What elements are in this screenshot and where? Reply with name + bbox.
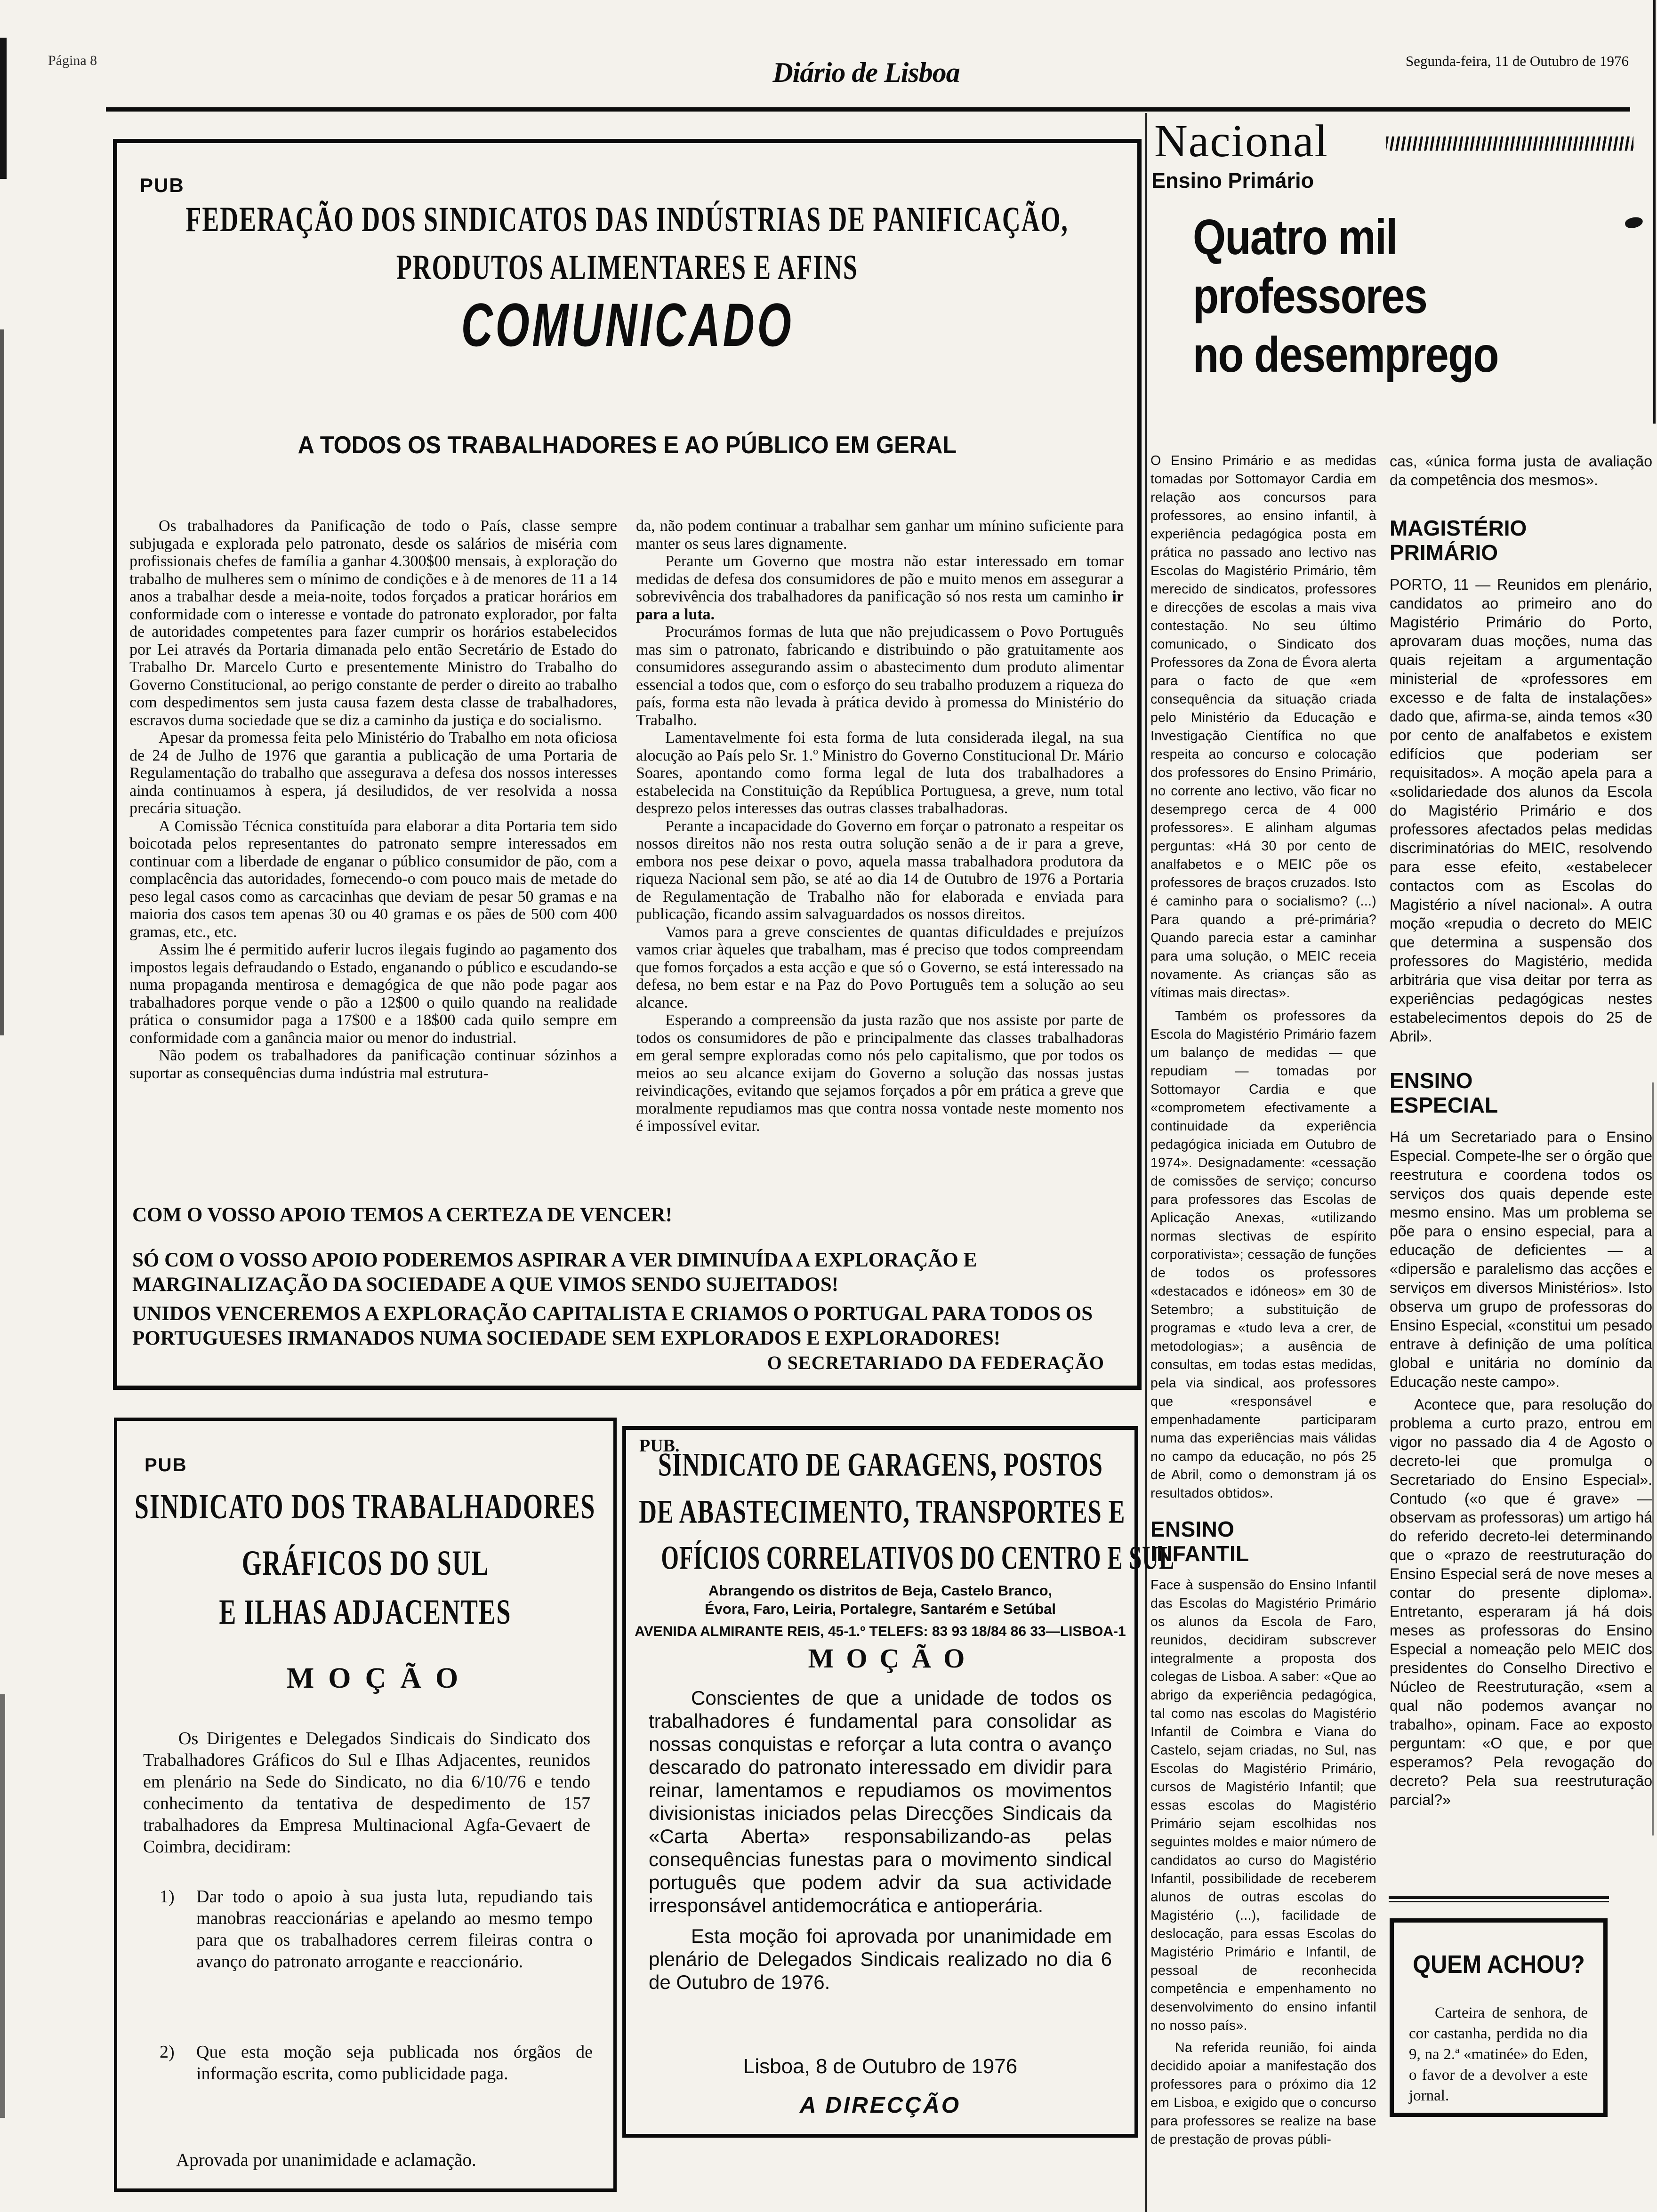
quem-achou-box — [1390, 1918, 1608, 2117]
bold-phrase: ir para a luta. — [636, 588, 1124, 623]
ad-title-line2: GRÁFICOS DO SUL — [241, 1543, 489, 1583]
mocao-item-2: 2) Que esta moção seja publicada nos órgãos de informação escrita, como publicidade paga. — [160, 2042, 593, 2084]
article-headline — [1193, 208, 1498, 385]
ad-signature: A DIRECÇÃO — [799, 2093, 961, 2118]
subhead-magisterio-primario: MAGISTÉRIO PRIMÁRIO — [1390, 516, 1527, 565]
article-kicker: Ensino Primário — [1151, 168, 1314, 192]
ad-body-column-1 — [129, 517, 617, 1200]
subhead-ensino-infantil: ENSINO INFANTIL — [1150, 1517, 1249, 1566]
paragraph: Perante um Governo que mostra não estar interessado em tomar medidas de defesa dos consumidores de pão e muito menos em assegurar a sobrevivência dos trabalhadores da panificação só nos resta um caminho ir para a luta. — [636, 553, 1124, 623]
paragraph: Conscientes de que a unidade de todos os trabalhadores é fundamental para consolidar as nossas conquistas e reforçar a luta contra o avanço descarado do patronato interessado em dividir para reinar, lamentamos e repudiamos os movimentos divisionistas iniciados pelas Direcções Sindicais da «Carta Aberta» responsabilizando-as pelas consequências funestas para o movimento sindical português que podem advir da sua actividade irresponsável antidemocrática e antioperária. — [649, 1687, 1112, 1916]
section-hatch-bar — [1386, 136, 1633, 151]
ad-subheading: A TODOS OS TRABALHADORES E AO PÚBLICO EM GERAL — [298, 432, 957, 459]
ink-blot — [1624, 216, 1644, 230]
ad-title-line2: DE ABASTECIMENTO, TRANSPORTES E — [639, 1492, 1126, 1531]
pub-label: PUB — [145, 1455, 187, 1475]
headline-line: Quatro mil — [1193, 209, 1397, 265]
ad-title-line2: PRODUTOS ALIMENTARES E AFINS — [396, 247, 858, 287]
ad-signature: O SECRETARIADO DA FEDERAÇÃO — [767, 1352, 1104, 1373]
paragraph: Face à suspensão do Ensino Infantil das Escolas do Magistério Primário os alunos da Escola de Faro, reunidos, decidiram subscrever integralmente a proposta dos colegas de Lisboa. A saber: «Que ao abrigo da experiência pedagógica, tal como nas escolas do Magistério Infantil de Coimbra e Viana do Castelo, sejam criadas, no Sul, nas Escolas do Magistério Primário, cursos de Magistério Infantil; que essas escolas do Magistério Primário sejam escolhidas nos seguintes moldes e maior número de candidatos ao curso do Magistério Infantil, possibilidade de receberem alunos de outras escolas do Magistério (...), facilidade de deslocação, para essas Escolas do Magistério Primário e Infantil, de pessoal de reconhecida competência e empenhamento no desenvolvimento do ensino infantil no nosso país». — [1150, 1578, 1376, 2033]
paragraph: Assim lhe é permitido auferir lucros ilegais fugindo ao pagamento dos impostos legais defraudando o Estado, enganando o público e escudando-se numa propaganda mentirosa e demagógica de que não pode pagar aos trabalhadores porque vende o pão a 12$00 o quilo quando na realidade prática o consumidor paga a 17$00 e a 18$00 cada quilo sempre em conformidade com a ganância maior ou menor do industrial. — [129, 941, 617, 1047]
ad-garagens-centro-sul — [622, 1426, 1175, 2138]
date-label: Segunda-feira, 11 de Outubro de 1976 — [1405, 53, 1629, 69]
mocao-heading: MOÇÃO — [286, 1662, 473, 1694]
paragraph: Esta moção foi aprovada por unanimidade em plenário de Delegados Sindicais realizado no dia 6 de Outubro de 1976. — [649, 1925, 1112, 1993]
ad-title-line1: FEDERAÇÃO DOS SINDICATOS DAS INDÚSTRIAS DE PANIFICAÇÃO, — [185, 199, 1069, 239]
paragraph: cas, «única forma justa de avaliação da competência dos mesmos». — [1390, 453, 1652, 489]
headline-line: professores — [1193, 268, 1427, 324]
paragraph: Procurámos formas de luta que não prejudicassem o Povo Português mas sim o patronato, fabricando e distribuindo o pão gratuitamente aos consumidores assegurando assim o abastecimento dum produto alimentar essencial a todos que, com o esforço do seu trabalho produzem a riqueza do país, forma esta não levada à prática devido à promessa do Ministério do Trabalho. — [636, 623, 1124, 729]
mocao-item-1: 1) Dar todo o apoio à sua justa luta, repudiando tais manobras reaccionárias e apelando ao mesmo tempo para que os trabalhadores cerrem fileiras contra o avanço do patronato arrogante e reaccionário. — [160, 1887, 593, 1972]
slogan-1: COM O VOSSO APOIO TEMOS A CERTEZA DE VENCER! — [132, 1204, 672, 1226]
paragraph: Perante a incapacidade do Governo em forçar o patronato a respeitar os nossos direitos não nos resta outra solução senão a de ir para a greve, embora nos pese deixar o povo, aquela massa trabalhadora produtora da riqueza Nacional sem pão, se até ao dia 14 de Outubro de 1976 a Portaria de Regulamentação de Trabalho não for elaborada e enviada para publicação, ficando assim salvaguardados os nossos direitos. — [636, 817, 1124, 923]
mocao-body — [649, 1686, 1112, 1994]
ad-title-line3: OFÍCIOS CORRELATIVOS DO CENTRO E SUL — [661, 1539, 1175, 1577]
ad-federacao-panificacao — [113, 139, 1142, 1390]
paragraph: Lamentavelmente foi esta forma de luta considerada ilegal, na sua alocução ao País pelo Sr. 1.º Ministro do Governo Constitucional Dr. Mário Soares, apontando como forma legal de luta dos trabalhadores a estabelecida na Constituição da República Portuguesa, a greve, num total desprezo pelos interesses das outras classes trabalhadoras. — [636, 729, 1124, 817]
scan-artifact — [0, 1694, 5, 2118]
headline-line: no desemprego — [1193, 327, 1498, 383]
paragraph: PORTO, 11 — Reunidos em plenário, candidatos ao primeiro ano do Magistério Primário do Porto, aprovaram duas moções, numa das quais rejeitam a argumentação ministerial de «professores em excesso e de falta de instalações» dado que, afirma-se, ainda temos «30 por cento de analfabetos e existem edifícios que poderiam ser requisitados». A moção apela para a «solidariedade dos alunos da Escola do Magistério Primário e dos professores afectados pelas medidas discriminatórias do MEIC, resolvendo para esse efeito, «estabelecer contactos com as Escolas do Magistério a nível nacional». A outra moção «repudia o decreto do MEIC que determina a suspensão dos professores do Magistério, medida arbitrária que visa deitar por terra as experiências pedagógicas nestes estabelecimentos depois do 25 de Abril». — [1390, 576, 1652, 1045]
mocao-closing: Aprovada por unanimidade e aclamação. — [176, 2150, 476, 2170]
header-rule — [106, 107, 1630, 112]
ad-body-columns — [129, 517, 1124, 1200]
paragraph: Também os professores da Escola do Magistério Primário fazem um balanço de medidas — que repudiam — tomadas por Sottomayor Cardia e que «comprometem efectivamente a continuidade da experiência pedagógica iniciada em Outubro de 1974». Designadamente: «cessação de comissões de serviço; concurso para professores das Escolas de Aplicação Anexas, «utilizando normas slectivas de espírito corporativista»; cessação de funções de todos os professores «destacados e idóneos» em 30 de Setembro; a substituição de programas e «tudo leva a crer, de metodologias»; a ausência de consultas, em todas estas medidas, pela via sindical, aos professores que «responsável e empenhadamente participaram numa das experiências mais válidas no campo da educação, no pós 25 de Abril, como o demonstram já os resultados obtidos». — [1150, 1009, 1376, 1501]
pub-label: PUB — [140, 174, 185, 196]
ad-body-column-2 — [636, 517, 1124, 1200]
ad-coverage: Abrangendo os distritos de Beja, Castelo Branco, Évora, Faro, Leiria, Portalegre, Santarém e Setúbal — [705, 1582, 1056, 1617]
paragraph: A Comissão Técnica constituída para elaborar a dita Portaria tem sido boicotada pelos representantes do patronato sempre interessados em continuar com a liberdade de enganar o público consumidor de pão, com a complacência das autoridades, fornecendo-o com pouco mais de metade do peso legal casos como as carcacinhas que deviam de pesar 50 gramas e na maioria dos casos tem apenas 30 ou 40 gramas e os pães de 500 com 400 gramas, etc., etc. — [129, 817, 617, 941]
ad-graficos-sul — [114, 1418, 617, 2192]
ad-title-line1: SINDICATO DOS TRABALHADORES — [135, 1486, 596, 1526]
ad-heading: COMUNICADO — [461, 291, 794, 360]
scan-artifact — [0, 329, 4, 1035]
ad-address: AVENIDA ALMIRANTE REIS, 45-1.º TELEFS: 83 93 18/84 86 33—LISBOA-1 — [635, 1624, 1126, 1639]
paragraph: Apesar da promessa feita pelo Ministério do Trabalho em nota oficiosa de 24 de Julho de 1976 que garantia a publicação de uma Portaria de Regulamentação do trabalho que assegurava a defesa dos nossos interesses ainda continuamos à espera, já desiludidos, de ver resolvida a nossa precária situação. — [129, 729, 617, 817]
paragraph: da, não podem continuar a trabalhar sem ganhar um mínino suficiente para manter os seus lares dignamente. — [636, 517, 1124, 553]
article-column-left — [1150, 452, 1376, 2198]
quem-achou-body: Carteira de senhora, de cor castanha, perdida no dia 9, na 2.ª «matinée» do Eden, o favor de a devolver a este jornal. — [1409, 2004, 1588, 2104]
scan-artifact — [1653, 0, 1656, 424]
page-number-label: Página 8 — [48, 53, 97, 68]
pub-label: PUB. — [639, 1436, 680, 1456]
place-date: Lisboa, 8 de Outubro de 1976 — [743, 2055, 1018, 2078]
mocao-heading: MOÇÃO — [808, 1643, 977, 1674]
quem-achou-title: QUEM ACHOU? — [1412, 1950, 1585, 1979]
subhead-ensino-especial: ENSINO ESPECIAL — [1390, 1068, 1498, 1117]
scan-artifact — [0, 38, 7, 179]
paragraph: Esperando a compreensão da justa razão que nos assiste por parte de todos os consumidores de pão e principalmente das classes trabalhadoras em geral sempre exploradas como nós pelo capitalismo, que por todos os meios ao seu alcance exijam do Governo a solução das nossas justas reivindicações, evitando que sejamos forçados a pôr em prática a greve que moralmente repudiamos mas que contra nossa vontade neste momento nos é impossível evitar. — [636, 1011, 1124, 1135]
paragraph: Na referida reunião, foi ainda decidido apoiar a manifestação dos professores para o próximo dia 12 em Lisboa, e exigido que o concurso para professores se realize na base de prestação de provas públi- — [1150, 2040, 1376, 2147]
paragraph: O Ensino Primário e as medidas tomadas por Sottomayor Cardia em relação aos concursos para professores, ao ensino infantil, à experiência pedagógica posta em prática no passado ano lectivo nas Escolas do Magistério Primário, têm merecido de sindicatos, professores e direcções de escolas a mais viva contestação. No seu último comunicado, o Sindicato dos Professores da Zona de Évora alerta para o facto de que «em consequência da situação criada pelo Ministério da Educação e Investigação Científica no que respeita ao concurso e colocação dos professores do Ensino Primário, no corrente ano lectivo, vão ficar no desemprego cerca de 4 000 professores». E alinham algumas perguntas: «Há 30 por cento de analfabetos e o MEIC põe os professores de braços cruzados. Isto é caminho para o socialismo? (...) Para quando a pré-primária? Quando parecia estar a caminhar para uma solução, o MEIC receia novamente. As crianças são as vítimas mais directas». — [1150, 453, 1376, 1001]
section-title: Nacional — [1154, 116, 1328, 167]
masthead: Diário de Lisboa — [772, 57, 960, 88]
paragraph: Acontece que, para resolução do problema a curto prazo, entrou em vigor no passado dia 4 de Agosto o decreto-lei que promulga o Secretariado do Ensino Especial». Contudo («o que é grave» — observam as professoras) um artigo há do referido decreto-lei determinando que o «prazo de reestruturação do Ensino Especial será de nove meses a contar do presente diploma». Entretanto, esperaram já há dois meses as professoras do Ensino Especial a nomeação pelo MEIC dos presidentes do Conselho Directivo e Núcleo de Reestruturação, «sem a qual não podemos avançar no trabalho», opinam. Face ao exposto perguntam: «O que, e por que esperamos? Pela revogação do decreto? Pela sua reestruturação parcial?» — [1390, 1396, 1652, 1808]
slogan-3: UNIDOS VENCEREMOS A EXPLORAÇÃO CAPITALISTA E CRIAMOS O PORTUGAL PARA TODOS OS PORTUGUESES IRMANADOS NUMA SOCIEDADE SEM EXPLORADOS E EXPLORADORES! — [132, 1303, 1093, 1349]
column-divider — [1145, 113, 1147, 2212]
article-column-right — [1390, 452, 1652, 1897]
mocao-intro: Os Dirigentes e Delegados Sindicais do Sindicato dos Trabalhadores Gráficos do Sul e Ilhas Adjacentes, reunidos em plenário na Sede do Sindicato, no dia 6/10/76 e tendo conhecimento da tentativa de despedimento de 157 trabalhadores da Empresa Multinacional Agfa-Gevaert de Coimbra, decidiram: — [143, 1729, 590, 1857]
slogan-2: SÓ COM O VOSSO APOIO PODEREMOS ASPIRAR A VER DIMINUÍDA A EXPLORAÇÃO E MARGINALIZAÇÃO DA SOCIEDADE A QUE VIMOS SENDO SUJEITADOS! — [132, 1249, 977, 1296]
paragraph: Os trabalhadores da Panificação de todo o País, classe sempre subjugada e explorada pelo patronato, desde os salários de miséria com profissionais chefes de família a ganhar 4.300$00 mensais, à exploração do trabalho de mulheres sem o mínimo de condições e à de menores de 11 a 14 anos a trabalhar desde a meia-noite, todos forçados a praticar horários em conformidade com o interesse e vontade do patronato explorador, por falta de autoridades competentes para fazer cumprir os horários estabelecidos por Lei através da Portaria dimanada pelo então Secretário de Estado do Trabalho Dr. Marcelo Curto e presentemente Ministro do Trabalho do Governo Constitucional, ao perigo constante de perder o direito ao trabalho com despedimentos sem justa causa fazem desta classe de trabalhadores, escravos duma sociedade que se diz a caminho da justiça e do socialismo. — [129, 517, 617, 729]
ad-title-line1: SINDICATO DE GARAGENS, POSTOS — [658, 1445, 1103, 1483]
ad-title-line3: E ILHAS ADJACENTES — [219, 1592, 512, 1632]
paragraph: Vamos para a greve conscientes de quantas dificuldades e prejuízos vamos criar àqueles que trabalham, mas é preciso que todos compreendam que fomos forçados a esta acção e que só o Governo, se está interessado na defesa, no bem estar e na Paz do Povo Português tem a solução ao seu alcance. — [636, 923, 1124, 1011]
paragraph: Não podem os trabalhadores da panificação continuar sózinhos a suportar as consequências duma indústria mal estrutura- — [129, 1047, 617, 1082]
paragraph: Há um Secretariado para o Ensino Especial. Compete-lhe ser o órgão que reestrutura e coordena todos os serviços dos quais depende este mesmo ensino. Mas um problema se põe para o ensino especial, para a educação de deficientes — a «dipersão e paralelismo das acções e serviços em diversos Ministérios». Isto observa um grupo de professoras do Ensino Especial, «constitui um pesado entrave à definição de uma política global e unitária no domínio da Educação neste campo». — [1390, 1129, 1652, 1390]
section-separator — [1389, 1896, 1609, 1902]
